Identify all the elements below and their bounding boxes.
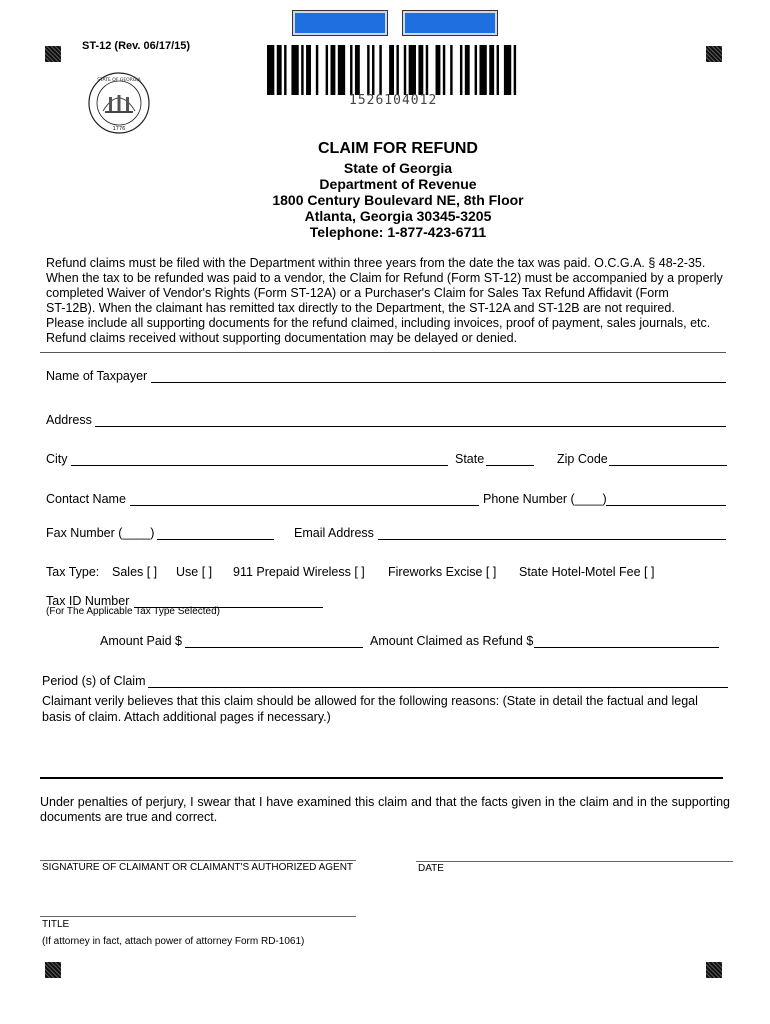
phone-number-field[interactable] bbox=[606, 505, 726, 506]
zip-code-field[interactable] bbox=[609, 465, 727, 466]
barcode-bar bbox=[450, 45, 452, 95]
registration-mark-bottom-left bbox=[45, 962, 61, 978]
barcode-bar bbox=[504, 45, 511, 95]
contact-name-label: Contact Name bbox=[46, 492, 126, 506]
header-line-4: Atlanta, Georgia 30345-3205 bbox=[304, 208, 492, 224]
barcode-bar bbox=[379, 45, 381, 95]
amount-claimed-label: Amount Claimed as Refund $ bbox=[370, 634, 534, 648]
name-of-taxpayer-field[interactable] bbox=[151, 382, 726, 383]
seal-top-text: STATE OF GEORGIA bbox=[97, 78, 141, 83]
tax-type-sales-checkbox[interactable]: Sales [ ] bbox=[112, 565, 158, 579]
amount-paid-label: Amount Paid $ bbox=[100, 634, 182, 648]
barcode-bar bbox=[389, 45, 394, 95]
amount-paid-field[interactable] bbox=[185, 647, 363, 648]
print-form-button[interactable] bbox=[292, 10, 388, 36]
fax-number-label: Fax Number (____) bbox=[46, 526, 155, 540]
city-label: City bbox=[46, 452, 68, 466]
barcode-bar bbox=[436, 45, 441, 95]
barcode-number: 1526104012 bbox=[349, 93, 438, 108]
reasons-line: basis of claim. Attach additional pages if necessary.) bbox=[42, 710, 331, 724]
instruction-line: Please include all supporting documents for the refund claimed, including invoices, proof of payment, sales journals, etc. bbox=[46, 316, 711, 330]
address-label: Address bbox=[46, 413, 92, 427]
barcode-bar bbox=[514, 45, 516, 95]
barcode-bar bbox=[426, 45, 428, 95]
tax-type-label: Tax Type: bbox=[46, 565, 100, 579]
signature-label: SIGNATURE OF CLAIMANT OR CLAIMANT'S AUTHORIZED AGENT bbox=[42, 862, 354, 873]
georgia-state-seal bbox=[83, 71, 155, 135]
perjury-statement: Under penalties of perjury, I swear that I have examined this claim and that the facts given in the claim and in the supporting documents are true and correct. bbox=[40, 795, 730, 824]
zip-code-label: Zip Code bbox=[557, 452, 608, 466]
instruction-line: ST-12B). When the claimant has remitted tax directly to the Department, the ST-12A and ST-12B are not required. bbox=[46, 301, 675, 315]
title-label: TITLE bbox=[42, 919, 70, 930]
barcode-bar bbox=[404, 45, 406, 95]
barcode-bar bbox=[418, 45, 423, 95]
barcode-bar bbox=[338, 45, 345, 95]
section-divider bbox=[40, 352, 726, 353]
fax-number-field[interactable] bbox=[157, 539, 274, 540]
barcode-bar bbox=[460, 45, 462, 95]
date-label: DATE bbox=[418, 863, 444, 874]
reasons-line: Claimant verily believes that this claim should be allowed for the following reasons: (State in detail the factual and legal bbox=[42, 694, 698, 708]
barcode-bar bbox=[350, 45, 352, 95]
address-field[interactable] bbox=[95, 426, 726, 427]
registration-mark-top-left bbox=[45, 46, 61, 62]
barcode-bar bbox=[367, 45, 369, 95]
barcode-bar bbox=[277, 45, 282, 95]
barcode-bar bbox=[479, 45, 486, 95]
barcode bbox=[267, 45, 521, 95]
barcode-bar bbox=[489, 45, 494, 95]
instruction-line: Refund claims received without supporting documentation may be delayed or denied. bbox=[46, 331, 518, 345]
barcode-bar bbox=[291, 45, 298, 95]
email-address-field[interactable] bbox=[378, 539, 726, 540]
barcode-bar bbox=[326, 45, 328, 95]
instruction-line: When the tax to be refunded was paid to a vendor, the Claim for Refund (Form ST-12) must be accompanied by a properly bbox=[46, 271, 723, 285]
barcode-bar bbox=[372, 45, 374, 95]
instruction-line: Refund claims must be filed with the Department within three years from the date the tax was paid. O.C.G.A. § 48-2-35. bbox=[46, 256, 706, 270]
reasons-divider bbox=[40, 777, 723, 779]
phone-number-label: Phone Number (____) bbox=[483, 492, 607, 506]
clear-form-button[interactable] bbox=[402, 10, 498, 36]
barcode-bar bbox=[355, 45, 360, 95]
header-line-2: Department of Revenue bbox=[319, 176, 477, 192]
barcode-bar bbox=[396, 45, 398, 95]
header-line-1: State of Georgia bbox=[343, 160, 453, 176]
barcode-bar bbox=[443, 45, 445, 95]
barcode-bar bbox=[316, 45, 318, 95]
city-field[interactable] bbox=[71, 465, 448, 466]
registration-mark-top-right bbox=[706, 46, 722, 62]
tax-type-911-wireless-checkbox[interactable]: 911 Prepaid Wireless [ ] bbox=[233, 565, 365, 579]
form-code: ST-12 (Rev. 06/17/15) bbox=[82, 40, 191, 52]
title-field[interactable] bbox=[40, 916, 356, 917]
instructions bbox=[46, 256, 736, 346]
form-title: CLAIM FOR REFUND bbox=[318, 140, 478, 157]
contact-name-field[interactable] bbox=[130, 505, 479, 506]
email-address-label: Email Address bbox=[294, 526, 374, 540]
barcode-bar bbox=[497, 45, 499, 95]
barcode-bar bbox=[301, 45, 303, 95]
reasons-field[interactable] bbox=[42, 728, 726, 774]
barcode-bar bbox=[331, 45, 336, 95]
barcode-bar bbox=[465, 45, 470, 95]
tax-id-note: (For The Applicable Tax Type Selected) bbox=[46, 606, 220, 617]
amount-claimed-field[interactable] bbox=[534, 647, 719, 648]
attorney-note: (If attorney in fact, attach power of attorney Form RD-1061) bbox=[42, 936, 305, 947]
state-field[interactable] bbox=[486, 465, 534, 466]
barcode-bar bbox=[284, 45, 286, 95]
barcode-bar bbox=[475, 45, 477, 95]
period-of-claim-label: Period (s) of Claim bbox=[42, 674, 146, 688]
period-of-claim-field[interactable] bbox=[148, 687, 728, 688]
tax-type-fireworks-checkbox[interactable]: Fireworks Excise [ ] bbox=[388, 565, 497, 579]
name-of-taxpayer-label: Name of Taxpayer bbox=[46, 369, 148, 383]
registration-mark-bottom-right bbox=[706, 962, 722, 978]
tax-type-hotel-motel-checkbox[interactable]: State Hotel-Motel Fee [ ] bbox=[519, 565, 655, 579]
header-line-5: Telephone: 1-877-423-6711 bbox=[309, 224, 487, 240]
barcode-bar bbox=[267, 45, 274, 95]
seal-year-text: 1776 bbox=[112, 126, 126, 132]
date-field[interactable] bbox=[416, 861, 733, 862]
barcode-bar bbox=[306, 45, 311, 95]
tax-type-use-checkbox[interactable]: Use [ ] bbox=[176, 565, 213, 579]
tax-id-label: Tax ID Number bbox=[46, 594, 130, 608]
barcode-bar bbox=[409, 45, 416, 95]
state-label: State bbox=[455, 452, 485, 466]
header-line-3: 1800 Century Boulevard NE, 8th Floor bbox=[272, 192, 524, 208]
instruction-line: completed Waiver of Vendor's Rights (Form ST-12A) or a Purchaser's Claim for Sales Tax Refund Affidavit (Form bbox=[46, 286, 669, 300]
signature-field[interactable] bbox=[40, 860, 356, 861]
